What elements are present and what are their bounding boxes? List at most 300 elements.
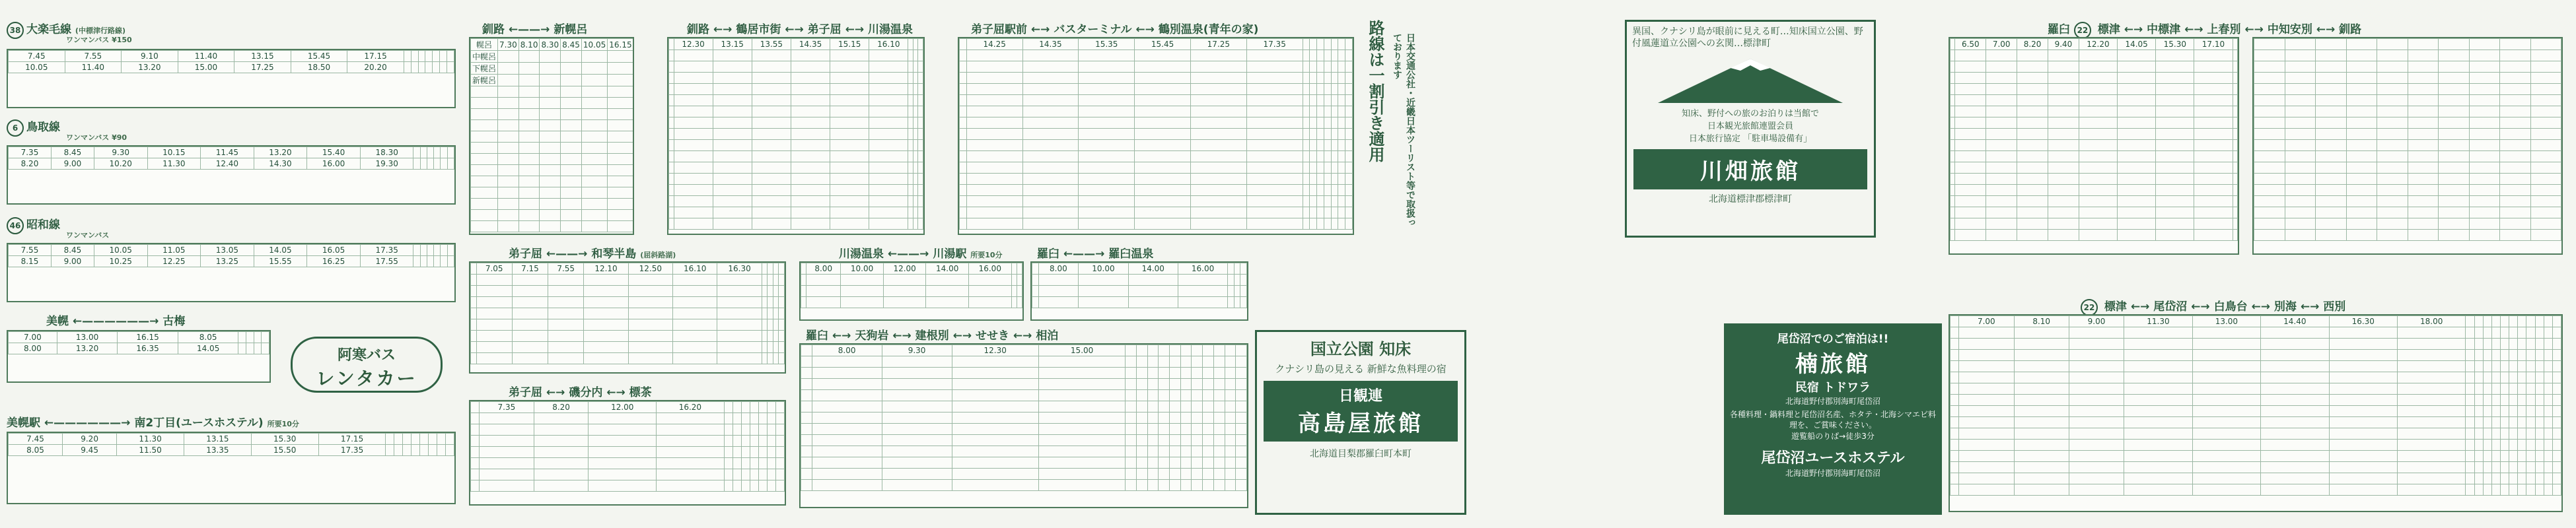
- time-cell: [1986, 162, 2017, 174]
- time-cell: [657, 424, 725, 436]
- time-cell: [1950, 316, 1959, 327]
- time-cell: [1225, 345, 1236, 356]
- time-cell: [2526, 316, 2535, 327]
- time-cell: [1338, 196, 1345, 207]
- time-cell: [1331, 174, 1338, 185]
- time-cell: [1022, 140, 1079, 151]
- time-cell: [1137, 457, 1148, 469]
- time-cell: [2118, 185, 2156, 196]
- time-cell: [669, 207, 674, 218]
- time-cell: [1986, 73, 2017, 84]
- time-cell: [471, 165, 498, 176]
- time-cell: [2069, 383, 2124, 395]
- time-cell: [2261, 440, 2329, 451]
- time-cell: [2466, 339, 2474, 350]
- time-cell: [2397, 417, 2465, 428]
- time-cell: [801, 390, 812, 401]
- time-cell: [952, 412, 1038, 424]
- time-cell: [882, 412, 952, 424]
- time-cell: [2014, 484, 2069, 496]
- time-cell: [608, 131, 633, 143]
- time-cell: [968, 275, 1011, 286]
- time-cell: [2408, 73, 2439, 84]
- time-cell: [548, 319, 584, 331]
- time-cell: [966, 129, 1022, 140]
- time-cell: [498, 131, 519, 143]
- time-cell: [2194, 117, 2233, 129]
- time-cell: [471, 221, 498, 232]
- time-cell: [1190, 196, 1246, 207]
- time-cell: [713, 196, 752, 207]
- time-cell: [2156, 73, 2194, 84]
- time-cell: [540, 131, 561, 143]
- time-cell: [1234, 286, 1240, 297]
- time-cell: [1147, 424, 1159, 435]
- time-cell: [1190, 218, 1246, 230]
- time-cell: [1137, 469, 1148, 480]
- time-cell: [2535, 440, 2544, 451]
- time-cell: [1303, 117, 1310, 129]
- time-cell: [1180, 412, 1192, 424]
- time-cell: [2408, 185, 2439, 196]
- time-cell: [519, 199, 540, 210]
- time-cell: [447, 51, 454, 62]
- time-cell: [2474, 451, 2483, 462]
- time-cell: [2048, 73, 2079, 84]
- timetable: [7, 49, 456, 108]
- time-cell: [966, 140, 1022, 151]
- time-cell: [2017, 129, 2048, 140]
- time-cell: [2194, 50, 2233, 61]
- time-cell: [1317, 151, 1324, 162]
- time-cell: [2192, 350, 2260, 361]
- time-cell: [869, 129, 908, 140]
- time-cell: [2526, 462, 2535, 473]
- time-cell: [2233, 84, 2237, 95]
- time-cell: [480, 424, 534, 436]
- time-cell: [2285, 185, 2316, 196]
- time-cell: [2079, 50, 2117, 61]
- time-cell: [2017, 50, 2048, 61]
- time-cell: [2377, 162, 2408, 174]
- time-cell: [773, 308, 779, 319]
- time-cell: [1038, 390, 1125, 401]
- time-cell: [758, 469, 767, 480]
- time-cell: [2069, 350, 2124, 361]
- route-title: 釧路 ←→ 鶴居市街 ←→ 弟子屈 ←→ 川湯温泉: [687, 23, 913, 36]
- time-cell: [883, 286, 926, 297]
- time-cell: [1225, 412, 1236, 424]
- time-cell: [768, 342, 773, 353]
- time-cell: [2079, 140, 2117, 151]
- time-cell: [2500, 207, 2531, 218]
- time-cell: [1022, 185, 1079, 196]
- time-cell: [548, 353, 584, 364]
- time-cell: [758, 458, 767, 469]
- time-cell: [433, 51, 440, 62]
- time-cell: [1303, 95, 1310, 106]
- time-cell: [1950, 406, 1959, 417]
- time-cell: [724, 413, 733, 424]
- time-cell: [1192, 446, 1203, 457]
- time-cell: [1303, 174, 1310, 185]
- time-cell: 13.20: [122, 62, 178, 73]
- time-cell: [238, 332, 246, 343]
- time-cell: [673, 353, 717, 364]
- time-cell: [674, 162, 713, 174]
- time-cell: [768, 275, 773, 286]
- time-cell: [773, 319, 779, 331]
- time-cell: [2254, 196, 2285, 207]
- time-cell: [2014, 361, 2069, 372]
- time-cell: [741, 469, 750, 480]
- time-cell: [2156, 95, 2194, 106]
- time-cell: [2048, 218, 2079, 230]
- time-cell: [1126, 412, 1137, 424]
- time-cell: 13.15: [234, 51, 291, 62]
- time-cell: [2530, 73, 2561, 84]
- time-cell: [1331, 207, 1338, 218]
- time-cell: [2069, 417, 2124, 428]
- time-cell: [960, 174, 967, 185]
- time-cell: [471, 131, 498, 143]
- time-cell: [960, 140, 967, 151]
- time-cell: [548, 275, 584, 286]
- time-cell: [669, 218, 674, 230]
- time-cell: [2408, 129, 2439, 140]
- time-cell: [2285, 84, 2316, 95]
- time-cell: [1310, 95, 1317, 106]
- time-cell: [713, 129, 752, 140]
- time-cell: 18.50: [291, 62, 347, 73]
- time-cell: [498, 109, 519, 120]
- timetable: [7, 432, 456, 504]
- time-cell: 14.35: [1022, 39, 1079, 50]
- time-cell: [420, 158, 427, 170]
- time-cell: [2509, 462, 2518, 473]
- time-cell: [434, 245, 441, 256]
- mountain-icon: [1631, 53, 1869, 106]
- time-cell: [1955, 218, 1986, 230]
- time-cell: 7.30: [498, 39, 519, 51]
- time-cell: [2544, 327, 2552, 339]
- time-cell: [1324, 50, 1331, 61]
- time-cell: [561, 165, 582, 176]
- time-cell: 11.50: [117, 445, 184, 456]
- time-cell: [1022, 61, 1079, 73]
- time-cell: [2377, 185, 2408, 196]
- time-cell: [1022, 73, 1079, 84]
- time-cell: [913, 95, 918, 106]
- time-cell: [2254, 84, 2285, 95]
- time-cell: [2316, 106, 2347, 117]
- time-cell: [1038, 286, 1079, 297]
- route-subtitle: ワンマンバス: [66, 231, 110, 240]
- time-cell: [548, 297, 584, 308]
- time-cell: [420, 445, 429, 456]
- time-cell: [1213, 345, 1225, 356]
- time-cell: [2048, 95, 2079, 106]
- time-cell: [1234, 297, 1240, 308]
- time-cell: [882, 356, 952, 368]
- time-cell: [673, 331, 717, 342]
- route-title: 弟子屈 ←——→ 和琴半島 (屈斜路湖): [509, 248, 676, 261]
- time-cell: [471, 120, 498, 131]
- time-cell: [1310, 140, 1317, 151]
- timetable: [7, 330, 271, 383]
- time-cell: [1180, 368, 1192, 379]
- time-cell: [1011, 286, 1017, 297]
- time-cell: 14.35: [791, 39, 830, 50]
- time-cell: [2017, 140, 2048, 151]
- time-cell: [926, 286, 969, 297]
- time-cell: [471, 210, 498, 221]
- time-cell: [752, 207, 791, 218]
- time-cell: [1310, 106, 1317, 117]
- time-cell: [1234, 263, 1240, 275]
- time-cell: [427, 158, 433, 170]
- time-cell: [1246, 218, 1303, 230]
- time-cell: [2254, 151, 2285, 162]
- time-cell: [1246, 84, 1303, 95]
- time-cell: [1038, 469, 1125, 480]
- time-cell: [498, 187, 519, 199]
- time-cell: [1126, 480, 1137, 491]
- time-cell: [2526, 473, 2535, 484]
- time-cell: [2509, 316, 2518, 327]
- time-cell: [2192, 383, 2260, 395]
- time-cell: [2079, 162, 2117, 174]
- time-cell: [2491, 383, 2500, 395]
- time-cell: [2329, 473, 2397, 484]
- time-cell: [1345, 95, 1353, 106]
- time-cell: [427, 245, 433, 256]
- time-cell: [1317, 162, 1324, 174]
- time-cell: [752, 140, 791, 151]
- time-cell: [657, 480, 725, 492]
- time-cell: [2118, 84, 2156, 95]
- time-cell: 12.30: [952, 345, 1038, 356]
- timetable: [2252, 37, 2563, 255]
- time-cell: [2346, 84, 2377, 95]
- time-cell: [918, 140, 923, 151]
- time-cell: [498, 210, 519, 221]
- time-cell: 10.20: [94, 158, 147, 170]
- time-cell: 9.00: [51, 256, 94, 267]
- time-cell: [540, 86, 561, 98]
- time-cell: [2118, 151, 2156, 162]
- time-cell: [1135, 84, 1191, 95]
- time-cell: [519, 109, 540, 120]
- time-cell: [2124, 417, 2192, 428]
- time-cell: [775, 424, 784, 436]
- time-cell: [519, 154, 540, 165]
- time-cell: [498, 75, 519, 86]
- time-cell: [540, 199, 561, 210]
- time-cell: [2483, 428, 2491, 440]
- time-cell: [1017, 286, 1022, 297]
- time-cell: [669, 95, 674, 106]
- time-cell: [2469, 185, 2500, 196]
- time-cell: [2544, 372, 2552, 383]
- time-cell: 12.30: [674, 39, 713, 50]
- time-cell: [968, 297, 1011, 308]
- timetable: [958, 37, 1354, 235]
- time-cell: [966, 61, 1022, 73]
- time-cell: [869, 95, 908, 106]
- time-cell: [724, 436, 733, 447]
- time-cell: [2079, 61, 2117, 73]
- time-cell: [2509, 350, 2518, 361]
- time-cell: [669, 162, 674, 174]
- time-cell: [1324, 207, 1331, 218]
- time-cell: 17.25: [234, 62, 291, 73]
- time-cell: [2439, 140, 2470, 151]
- time-cell: [1317, 140, 1324, 151]
- time-cell: 15.30: [2156, 39, 2194, 50]
- time-cell: [2156, 162, 2194, 174]
- time-cell: [2439, 230, 2470, 241]
- time-cell: [2544, 316, 2552, 327]
- time-cell: [779, 331, 785, 342]
- rental-car-ad: 阿寒バス レンタカー: [291, 337, 443, 393]
- time-cell: [2491, 428, 2500, 440]
- time-cell: [404, 51, 411, 62]
- time-cell: [418, 62, 425, 73]
- time-cell: [581, 51, 607, 63]
- time-cell: [779, 297, 785, 308]
- time-cell: [2017, 61, 2048, 73]
- time-cell: [1225, 390, 1236, 401]
- time-cell: [581, 221, 607, 232]
- time-cell: [2156, 129, 2194, 140]
- time-cell: [1203, 401, 1214, 412]
- time-cell: [2552, 462, 2561, 473]
- time-cell: [918, 39, 923, 50]
- time-cell: [581, 165, 607, 176]
- time-cell: [1228, 275, 1234, 286]
- time-cell: [806, 275, 841, 286]
- time-cell: [869, 174, 908, 185]
- time-cell: [1310, 162, 1317, 174]
- time-cell: [1303, 196, 1310, 207]
- time-cell: [913, 162, 918, 174]
- time-cell: [2377, 39, 2408, 50]
- time-cell: [2439, 106, 2470, 117]
- time-cell: [2518, 428, 2526, 440]
- time-cell: [561, 210, 582, 221]
- time-cell: [2474, 339, 2483, 350]
- time-cell: [2118, 230, 2156, 241]
- time-cell: [471, 424, 480, 436]
- time-cell: 10.05: [9, 62, 65, 73]
- time-cell: [1170, 401, 1181, 412]
- time-cell: [2233, 73, 2237, 84]
- time-cell: [1345, 106, 1353, 117]
- time-cell: [2316, 84, 2347, 95]
- time-cell: [1950, 129, 1955, 140]
- time-cell: [1345, 196, 1353, 207]
- time-cell: [2233, 230, 2237, 241]
- time-cell: [1331, 129, 1338, 140]
- time-cell: [2069, 440, 2124, 451]
- time-cell: [2329, 339, 2397, 350]
- time-cell: [1203, 368, 1214, 379]
- time-cell: [713, 174, 752, 185]
- time-cell: [413, 256, 420, 267]
- time-cell: [2346, 218, 2377, 230]
- time-cell: [498, 98, 519, 109]
- time-cell: [918, 151, 923, 162]
- time-cell: [2017, 196, 2048, 207]
- time-cell: 12.10: [584, 263, 628, 275]
- time-cell: [1345, 61, 1353, 73]
- time-cell: [540, 51, 561, 63]
- time-cell: [2017, 218, 2048, 230]
- time-cell: [2285, 230, 2316, 241]
- time-cell: [437, 434, 445, 445]
- time-cell: [584, 275, 628, 286]
- time-cell: [1190, 207, 1246, 218]
- time-cell: [733, 447, 741, 458]
- time-cell: [869, 61, 908, 73]
- time-cell: [2518, 372, 2526, 383]
- time-cell: [2079, 185, 2117, 196]
- time-cell: [2518, 417, 2526, 428]
- time-cell: [2346, 196, 2377, 207]
- time-cell: [1135, 151, 1191, 162]
- time-cell: [717, 297, 762, 308]
- time-cell: [2192, 395, 2260, 406]
- time-cell: [2535, 372, 2544, 383]
- time-cell: 9.45: [63, 445, 117, 456]
- time-cell: [882, 446, 952, 457]
- time-cell: [584, 319, 628, 331]
- time-cell: [411, 445, 420, 456]
- time-cell: [713, 151, 752, 162]
- time-cell: [2530, 84, 2561, 95]
- time-cell: 11.30: [147, 158, 201, 170]
- time-cell: [2048, 84, 2079, 95]
- time-cell: [733, 436, 741, 447]
- time-cell: [1986, 140, 2017, 151]
- time-cell: [2526, 327, 2535, 339]
- time-cell: 7.15: [512, 263, 548, 275]
- time-cell: [2285, 106, 2316, 117]
- time-cell: [2469, 95, 2500, 106]
- time-cell: [1338, 73, 1345, 84]
- time-cell: [471, 331, 477, 342]
- time-cell: [2316, 50, 2347, 61]
- time-cell: [908, 151, 913, 162]
- time-cell: [791, 151, 830, 162]
- time-cell: [1190, 84, 1246, 95]
- time-cell: [1137, 401, 1148, 412]
- time-cell: [1240, 297, 1247, 308]
- time-cell: [2530, 95, 2561, 106]
- time-cell: [2466, 451, 2474, 462]
- time-cell: [2466, 327, 2474, 339]
- time-cell: [801, 446, 812, 457]
- time-cell: [540, 63, 561, 75]
- time-cell: 13.25: [201, 256, 254, 267]
- time-cell: [2500, 61, 2531, 73]
- time-cell: [1032, 286, 1039, 297]
- time-cell: [882, 469, 952, 480]
- time-cell: [768, 353, 773, 364]
- time-cell: [1331, 185, 1338, 196]
- time-cell: [1950, 350, 1959, 361]
